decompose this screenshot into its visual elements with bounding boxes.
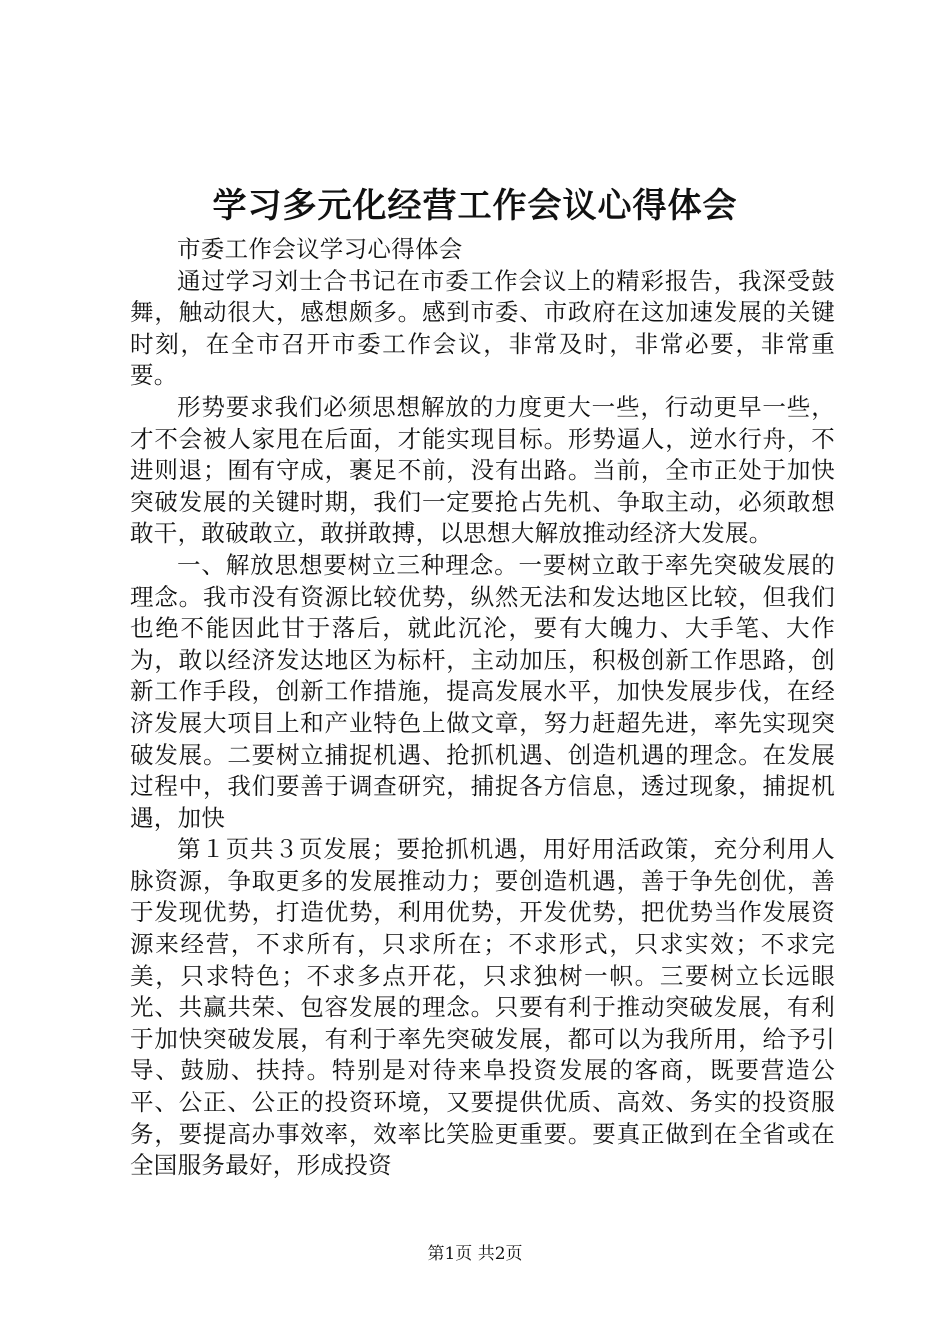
paragraph: 形势要求我们必须思想解放的力度更大一些，行动更早一些，才不会被人家甩在后面，才能实现目标。形势逼人，逆水行舟，不进则退；囿有守成，裹足不前，没有出路。当前，全市正处于加快突破发展的关键时期，我们一定要抢占先机、争取主动，必须敢想敢干，敢破敢立，敢拼敢搏，以思想大解放推动经济大发展。: [130, 392, 835, 548]
document-title: 学习多元化经营工作会议心得体会: [212, 186, 738, 226]
paragraph: 一、解放思想要树立三种理念。一要树立敢于率先突破发展的理念。我市没有资源比较优势，纵然无法和发达地区比较，但我们也绝不能因此甘于落后，就此沉沦，要有大魄力、大手笔、大作为，敢以经济发达地区为标杆，主动加压，积极创新工作思路，创新工作手段，创新工作措施，提高发展水平，加快发展步伐，在经济发展大项目上和产业特色上做文章，努力赶超先进，率先实现突破发展。二要树立捕捉机遇、抢抓机遇、创造机遇的理念。在发展过程中，我们要善于调查研究，捕捉各方信息，透过现象，捕捉机遇，加快: [130, 550, 835, 832]
page-footer: 第1页 共2页: [427, 1244, 523, 1264]
paragraph: 通过学习刘士合书记在市委工作会议上的精彩报告，我深受鼓舞，触动很大，感想颇多。感到市委、市政府在这加速发展的关键时刻，在全市召开市委工作会议，非常及时，非常必要，非常重要。: [130, 266, 835, 390]
paragraph-subtitle: 市委工作会议学习心得体会: [177, 235, 463, 263]
document-body: [130, 234, 835, 1182]
paragraph: 第１页共３页发展；要抢抓机遇，用好用活政策，充分利用人脉资源，争取更多的发展推动力；要创造机遇，善于争先创优，善于发现优势，打造优势，利用优势，开发优势，把优势当作发展资源来经营，不求所有，只求所在；不求形式，只求实效；不求完美，只求特色；不求多点开花，只求独树一帜。三要树立长远眼光、共赢共荣、包容发展的理念。只要有利于推动突破发展，有利于加快突破发展，有利于率先突破发展，都可以为我所用，给予引导、鼓励、扶持。特别是对待来阜投资发展的客商，既要营造公平、公正、公正的投资环境，又要提供优质、高效、务实的投资服务，要提高办事效率，效率比笑脸更重要。要真正做到在全省或在全国服务最好，形成投资: [130, 835, 835, 1180]
